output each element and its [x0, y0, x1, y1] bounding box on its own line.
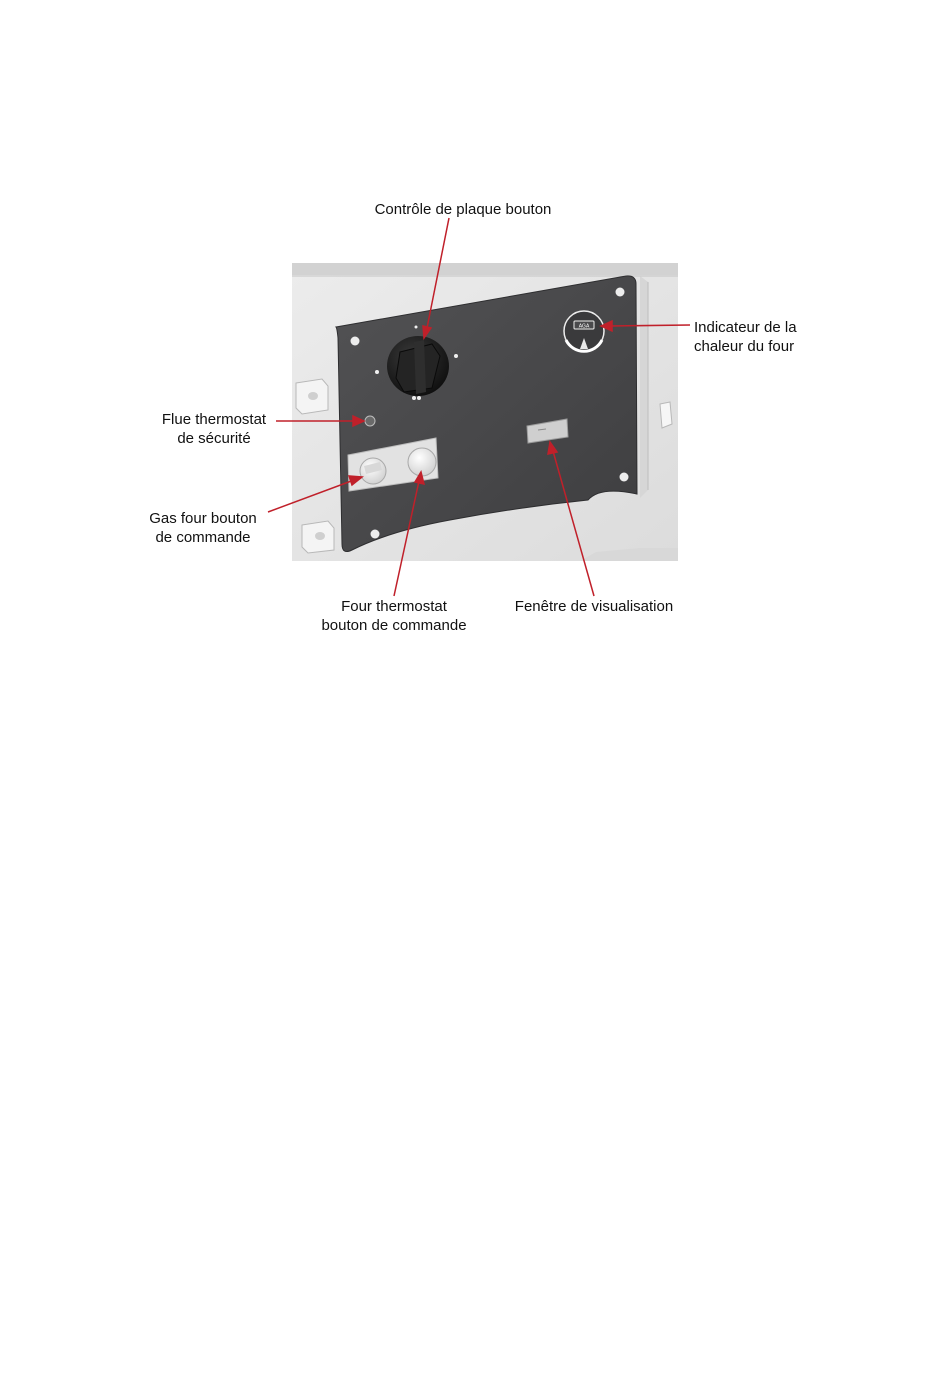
hinge-bracket-lower — [302, 521, 334, 553]
dial-logo-text: AGA — [578, 323, 590, 330]
panel-screw — [371, 530, 380, 539]
dial-marker — [417, 396, 421, 400]
flue-safety-thermostat — [365, 416, 375, 426]
label-line: Four thermostat — [341, 598, 447, 615]
label-line: Flue thermostat — [161, 411, 267, 428]
label-line: de commande — [155, 529, 251, 546]
label-line: bouton de commande — [321, 617, 467, 634]
dial-marker — [454, 354, 458, 358]
oven-thermostat-control-knob — [408, 448, 436, 476]
panel-screw — [351, 337, 360, 346]
label-plate-control-knob — [350, 200, 576, 219]
label-line: Indicateur de la — [694, 319, 797, 336]
dial-marker — [375, 370, 379, 374]
label-line: Fenêtre de visualisation — [514, 598, 674, 615]
label-line: Gas four bouton — [149, 510, 257, 527]
label-oven-heat-indicator — [694, 318, 797, 356]
label-line: de sécurité — [177, 430, 251, 447]
label-gas-oven-control-knob — [130, 509, 276, 547]
dial-marker — [415, 326, 418, 329]
dial-marker — [412, 396, 416, 400]
panel-screw — [620, 473, 629, 482]
hinge-bracket-upper — [296, 379, 328, 414]
oven-heat-indicator-dial — [564, 311, 604, 351]
label-line: chaleur du four — [694, 338, 795, 355]
label-line: Contrôle de plaque bouton — [374, 201, 552, 218]
gas-oven-control-knob — [360, 458, 386, 484]
label-flue-safety-thermostat — [140, 410, 288, 448]
label-oven-thermostat-control-knob — [302, 597, 486, 635]
door-latch — [660, 402, 672, 428]
panel-screw — [616, 288, 625, 297]
label-viewing-window — [500, 597, 688, 616]
